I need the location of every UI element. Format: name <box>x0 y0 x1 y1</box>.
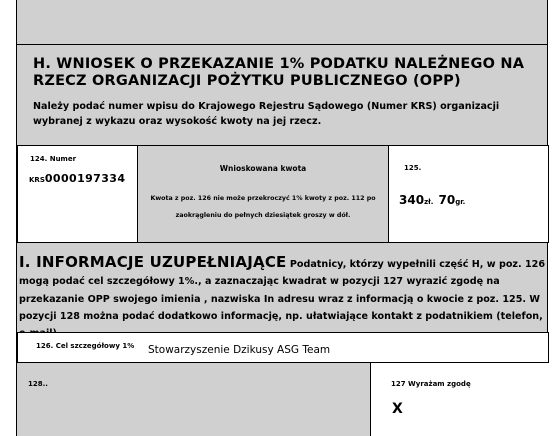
zl-unit: zł. <box>424 198 434 206</box>
section-h-title: H. WNIOSEK O PRZEKAZANIE 1% PODATKU NALEŻNEGO NA RZECZ ORGANIZACJI POŻYTKU PUBLICZNEGO (OPP) <box>33 56 525 89</box>
amount-value <box>399 189 465 208</box>
amount-gr: 70 <box>438 193 456 207</box>
field-127-consent[interactable] <box>371 363 549 436</box>
amount-zl: 340 <box>399 193 425 207</box>
krs-prefix: KRS <box>29 176 45 184</box>
kwota-note: Kwota z poz. 126 nie może przekroczyć 1% kwoty z poz. 112 po zaokrągleniu do pełnych dziesiątek groszy w dół. <box>150 195 376 219</box>
amount-field-125[interactable] <box>388 145 549 243</box>
krs-number-label: 124. Numer <box>30 155 77 163</box>
field-126-goal[interactable] <box>17 332 549 363</box>
tax-form-page <box>16 0 548 436</box>
field-128-label: 128.. <box>28 380 48 388</box>
section-i-title: I. INFORMACJE UZUPEŁNIAJĄCE <box>19 253 287 271</box>
field-126-value: Stowarzyszenie Dzikusy ASG Team <box>148 344 331 356</box>
field-125-label: 125. <box>404 164 422 172</box>
field-127-label: 127 Wyrażam zgodę <box>391 380 471 388</box>
krs-digits: 0000197334 <box>44 172 126 185</box>
section-i-text <box>19 254 547 342</box>
field-126-label: 126. Cel szczegółowy 1% <box>36 342 135 350</box>
consent-checkmark: X <box>392 401 403 417</box>
section-i-description: Podatnicy, którzy wypełnili część H, w poz. 126 mogą podać cel szczegółowy 1%., a zaznaczając kwadrat w pozycji 127 wyrazić zgodę na przekazanie OPP swojego imienia , nazwiska In adresu wraz z informacją o kwocie z poz. 125. W pozycji 128 można podać dodatkowo informację, np. ułatwiające kontakt z podatnikiem (telefon, <box>19 259 546 322</box>
field-128-info[interactable] <box>17 363 371 436</box>
gr-unit: gr. <box>455 198 466 206</box>
section-h-description: Należy podać numer wpisu do Krajowego Rejestru Sądowego (Numer KRS) organizacji wybranej z wykazu oraz wysokość kwoty na jej rzecz. <box>33 101 500 127</box>
kwota-title: Wnioskowana kwota <box>219 164 307 173</box>
section-h-top-rule <box>17 44 547 45</box>
krs-number-field[interactable] <box>17 145 138 243</box>
kwota-info-cell <box>138 145 388 243</box>
krs-number-value <box>29 167 125 186</box>
